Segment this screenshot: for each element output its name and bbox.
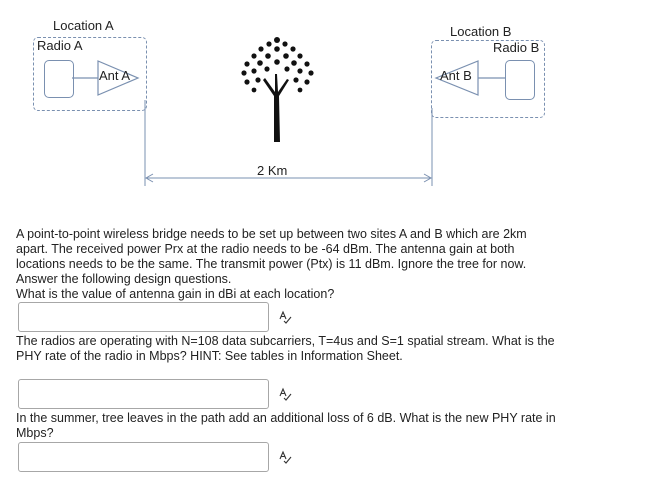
distance-label: 2 Km [257,163,288,178]
ant-a-label: Ant A [99,68,131,83]
answer-3-input[interactable] [18,442,269,472]
problem-intro: A point-to-point wireless bridge needs to be set up between two sites A and B which are 2km apart. The received power Prx at the radio needs to be -64 dBm. The antenna gain at both locations needs to be the same. The transmit power (Ptx) is 11 dBm. Ignore the tree for now. Answer the following design questions. [16,227,527,286]
radio-a [44,60,74,98]
location-b-label: Location B [450,24,512,39]
question-2: The radios are operating with N=108 data subcarriers, T=4us and S=1 spatial stream. What is the PHY rate of the radio in Mbps? HINT: See tables in Information Sheet. [16,334,555,363]
question-1: What is the value of antenna gain in dBi at each location? [16,287,335,301]
radio-b [505,60,535,100]
distance-arrow [140,100,440,190]
ant-b-label: Ant B [440,68,472,83]
answer-2-input[interactable] [18,379,269,409]
question-3: In the summer, tree leaves in the path add an additional loss of 6 dB. What is the new PHY rate in Mbps? [16,411,556,440]
location-a-label: Location A [53,18,114,33]
spellcheck-icon[interactable] [278,387,292,401]
radio-a-label: Radio A [37,38,83,53]
radio-b-label: Radio B [493,40,540,55]
spellcheck-icon[interactable] [278,450,292,464]
spellcheck-icon[interactable] [278,310,292,324]
answer-1-input[interactable] [18,302,269,332]
